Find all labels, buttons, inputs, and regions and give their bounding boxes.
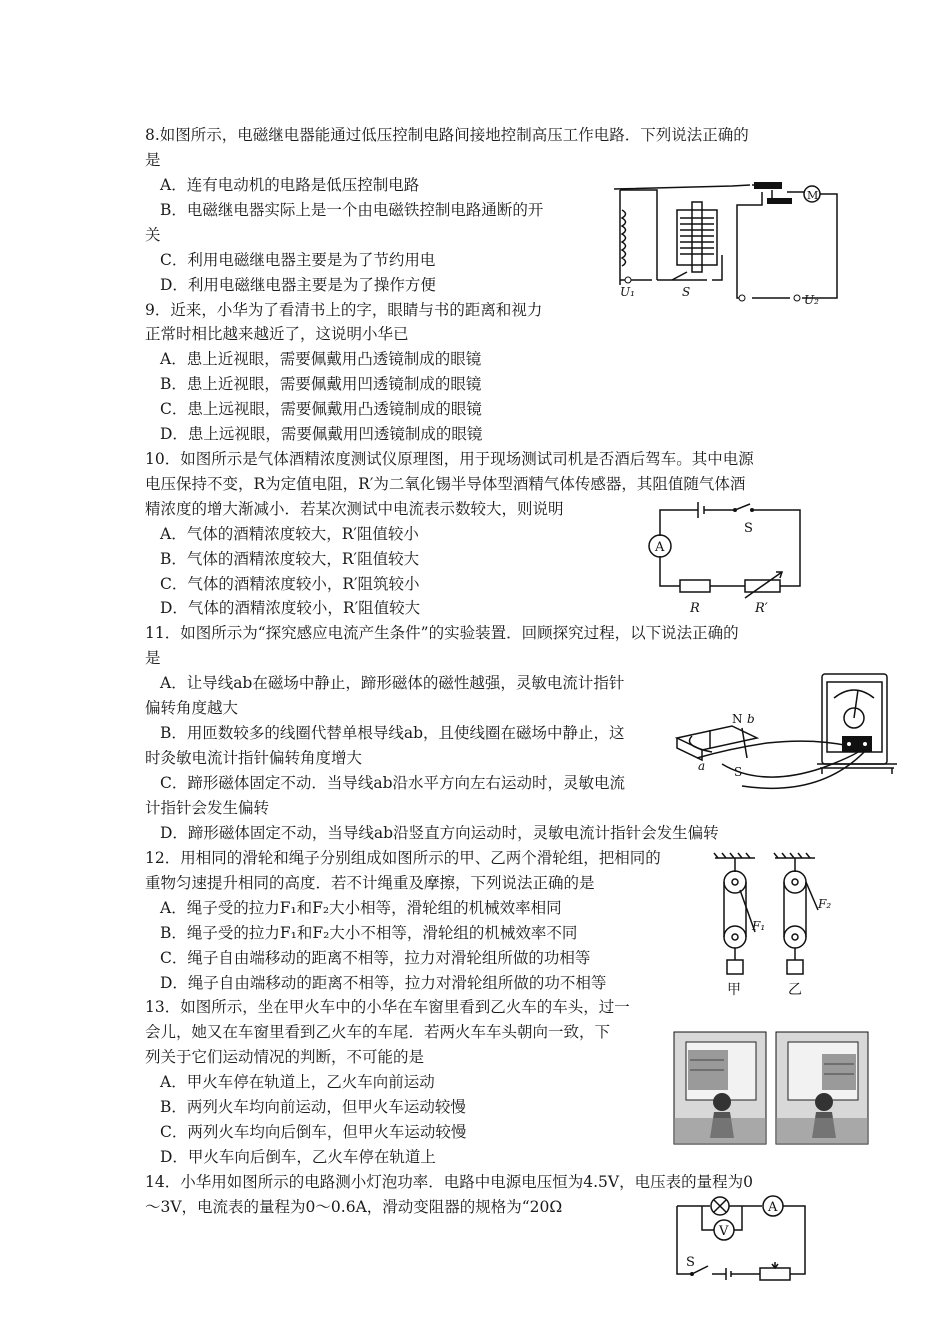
q13-stem-line-1: 13．如图所示，坐在甲火车中的小华在车窗里看到乙火车的车头，过一 xyxy=(145,998,630,1016)
q8-stem-line-1: 8.如图所示，电磁继电器能通过低压控制电路间接地控制高压工作电路．下列说法正确的 xyxy=(145,126,749,144)
f2-label: F₂ xyxy=(818,897,832,911)
magnet-n-label: N xyxy=(732,712,743,726)
q8-option-c: C．利用电磁继电器主要是为了节约用电 xyxy=(160,251,436,269)
q12-stem-line-1: 12．用相同的滑轮和绳子分别组成如图所示的甲、乙两个滑轮组，把相同的 xyxy=(145,849,661,867)
relay-figure xyxy=(612,180,847,305)
motor-label: M xyxy=(807,189,819,202)
q13-stem-line-3: 列关于它们运动情况的判断，不可能的是 xyxy=(145,1048,425,1066)
q14-stem-line-2: ～3V，电流表的量程为0～0.6A，滑动变阻器的规格为“20Ω xyxy=(145,1198,563,1216)
q12-stem-line-2: 重物匀速提升相同的高度．若不计绳重及摩擦，下列说法正确的是 xyxy=(145,874,595,892)
q11-option-c-line-2: 计指针会发生偏转 xyxy=(145,799,270,817)
q13-option-c: C．两列火车均向后倒车，但甲火车运动较慢 xyxy=(160,1123,467,1141)
q12-option-a: A．绳子受的拉力F₁和F₂大小相等，滑轮组的机械效率相同 xyxy=(160,899,562,917)
q9-option-b: B．患上近视眼，需要佩戴用凹透镜制成的眼镜 xyxy=(160,375,482,393)
u2-label: U₂ xyxy=(804,293,819,305)
q11-stem-line-1: 11．如图所示为“探究感应电流产生条件”的实验装置．回顾探究过程，以下说法正确的 xyxy=(145,624,739,642)
q8-option-d: D．利用电磁继电器主要是为了操作方便 xyxy=(160,276,436,294)
u1-label: U₁ xyxy=(620,285,635,299)
q11-option-b-line-1: B．用匝数较多的线圈代替单根导线ab，且使线圈在磁场中静止，这 xyxy=(160,724,625,742)
q11-option-a-line-1: A．让导线ab在磁场中静止，蹄形磁体的磁性越强，灵敏电流计指针 xyxy=(160,674,625,692)
q10-option-b: B．气体的酒精浓度较大，R′阻值较大 xyxy=(160,550,420,568)
resistor-r-label: R xyxy=(690,601,700,616)
q10-option-a: A．气体的酒精浓度较大，R′阻值较小 xyxy=(160,525,419,543)
q12-option-d: D．绳子自由端移动的距离不相等，拉力对滑轮组所做的功不相等 xyxy=(160,974,607,992)
q9-option-d: D．患上远视眼，需要佩戴用凹透镜制成的眼镜 xyxy=(160,425,483,443)
magnet-s-label: S xyxy=(734,765,743,779)
q13-option-a: A．甲火车停在轨道上，乙火车向前运动 xyxy=(160,1073,435,1091)
galvanometer-figure xyxy=(672,668,912,806)
q11-option-b-line-2: 时灸敏电流计指针偏转角度增大 xyxy=(145,749,363,767)
q9-option-c: C．患上远视眼，需要佩戴用凸透镜制成的眼镜 xyxy=(160,400,482,418)
q10-option-c: C．气体的酒精浓度较小，R′阻筑较小 xyxy=(160,575,420,593)
voltmeter-v-label: V xyxy=(719,1224,729,1239)
q14-stem-line-1: 14．小华用如图所示的电路测小灯泡功率．电路中电源电压恒为4.5V，电压表的量程为0 xyxy=(145,1173,753,1191)
q10-stem-line-1: 10．如图所示是气体酒精浓度测试仪原理图，用于现场测试司机是否酒后驾车。其中电源 xyxy=(145,450,754,468)
q12-option-b: B．绳子受的拉力F₁和F₂大小不相等，滑轮组的机械效率不同 xyxy=(160,924,578,942)
jia-label: 甲 xyxy=(727,982,741,998)
bulb-circuit-figure xyxy=(672,1192,822,1288)
q10-option-d: D．气体的酒精浓度较小，R′阻值较大 xyxy=(160,599,421,617)
q9-stem-line-2: 正常时相比越来越近了，这说明小华已 xyxy=(145,325,409,343)
q11-stem-line-2: 是 xyxy=(145,649,161,667)
wire-a-label: a xyxy=(698,759,706,773)
q11-option-d: D．蹄形磁体固定不动，当导线ab沿竖直方向运动时，灵敏电流计指针会发生偏转 xyxy=(160,824,719,842)
alcohol-circuit-figure xyxy=(640,496,810,618)
switch-s-label: S xyxy=(744,521,753,536)
pulley-figure xyxy=(700,852,850,1000)
ammeter-a-label: A xyxy=(768,1200,778,1215)
q13-option-d: D．甲火车向后倒车，乙火车停在轨道上 xyxy=(160,1148,436,1166)
q10-stem-line-3: 精浓度的增大渐减小．若某次测试中电流表示数较大，则说明 xyxy=(145,500,564,518)
switch-label: S xyxy=(682,285,691,299)
q12-option-c: C．绳子自由端移动的距离不相等，拉力对滑轮组所做的功相等 xyxy=(160,949,591,967)
q11-option-a-line-2: 偏转角度越大 xyxy=(145,699,239,717)
train-photos-figure xyxy=(672,1030,872,1148)
q13-stem-line-2: 会儿，她又在车窗里看到乙火车的车尾．若两火车车头朝向一致，下 xyxy=(145,1023,611,1041)
q11-option-c-line-1: C．蹄形磁体固定不动．当导线ab沿水平方向左右运动时，灵敏电流 xyxy=(160,774,626,792)
q8-option-a: A．连有电动机的电路是低压控制电路 xyxy=(160,176,420,194)
bulb-switch-s-label: S xyxy=(686,1255,695,1270)
q8-option-b-line-1: B．电磁继电器实际上是一个由电磁铁控制电路通断的开 xyxy=(160,201,544,219)
q9-stem-line-1: 9．近来，小华为了看清书上的字，眼睛与书的距离和视力 xyxy=(145,301,543,319)
q10-stem-line-2: 电压保持不变，R为定值电阻，R′为二氧化锡半导体型酒精气体传感器，其阻值随气体酒 xyxy=(145,475,746,493)
f1-label: F₁ xyxy=(752,919,766,933)
q8-option-b-line-2: 关 xyxy=(145,226,161,244)
q8-stem-line-2: 是 xyxy=(145,151,161,169)
q13-option-b: B．两列火车均向前运动，但甲火车运动较慢 xyxy=(160,1098,466,1116)
q9-option-a: A．患上近视眼，需要佩戴用凸透镜制成的眼镜 xyxy=(160,350,482,368)
wire-b-label: b xyxy=(747,712,755,726)
yi-label: 乙 xyxy=(788,982,802,998)
ammeter-label: A xyxy=(655,540,665,555)
sensor-r-prime-label: R′ xyxy=(755,601,768,616)
